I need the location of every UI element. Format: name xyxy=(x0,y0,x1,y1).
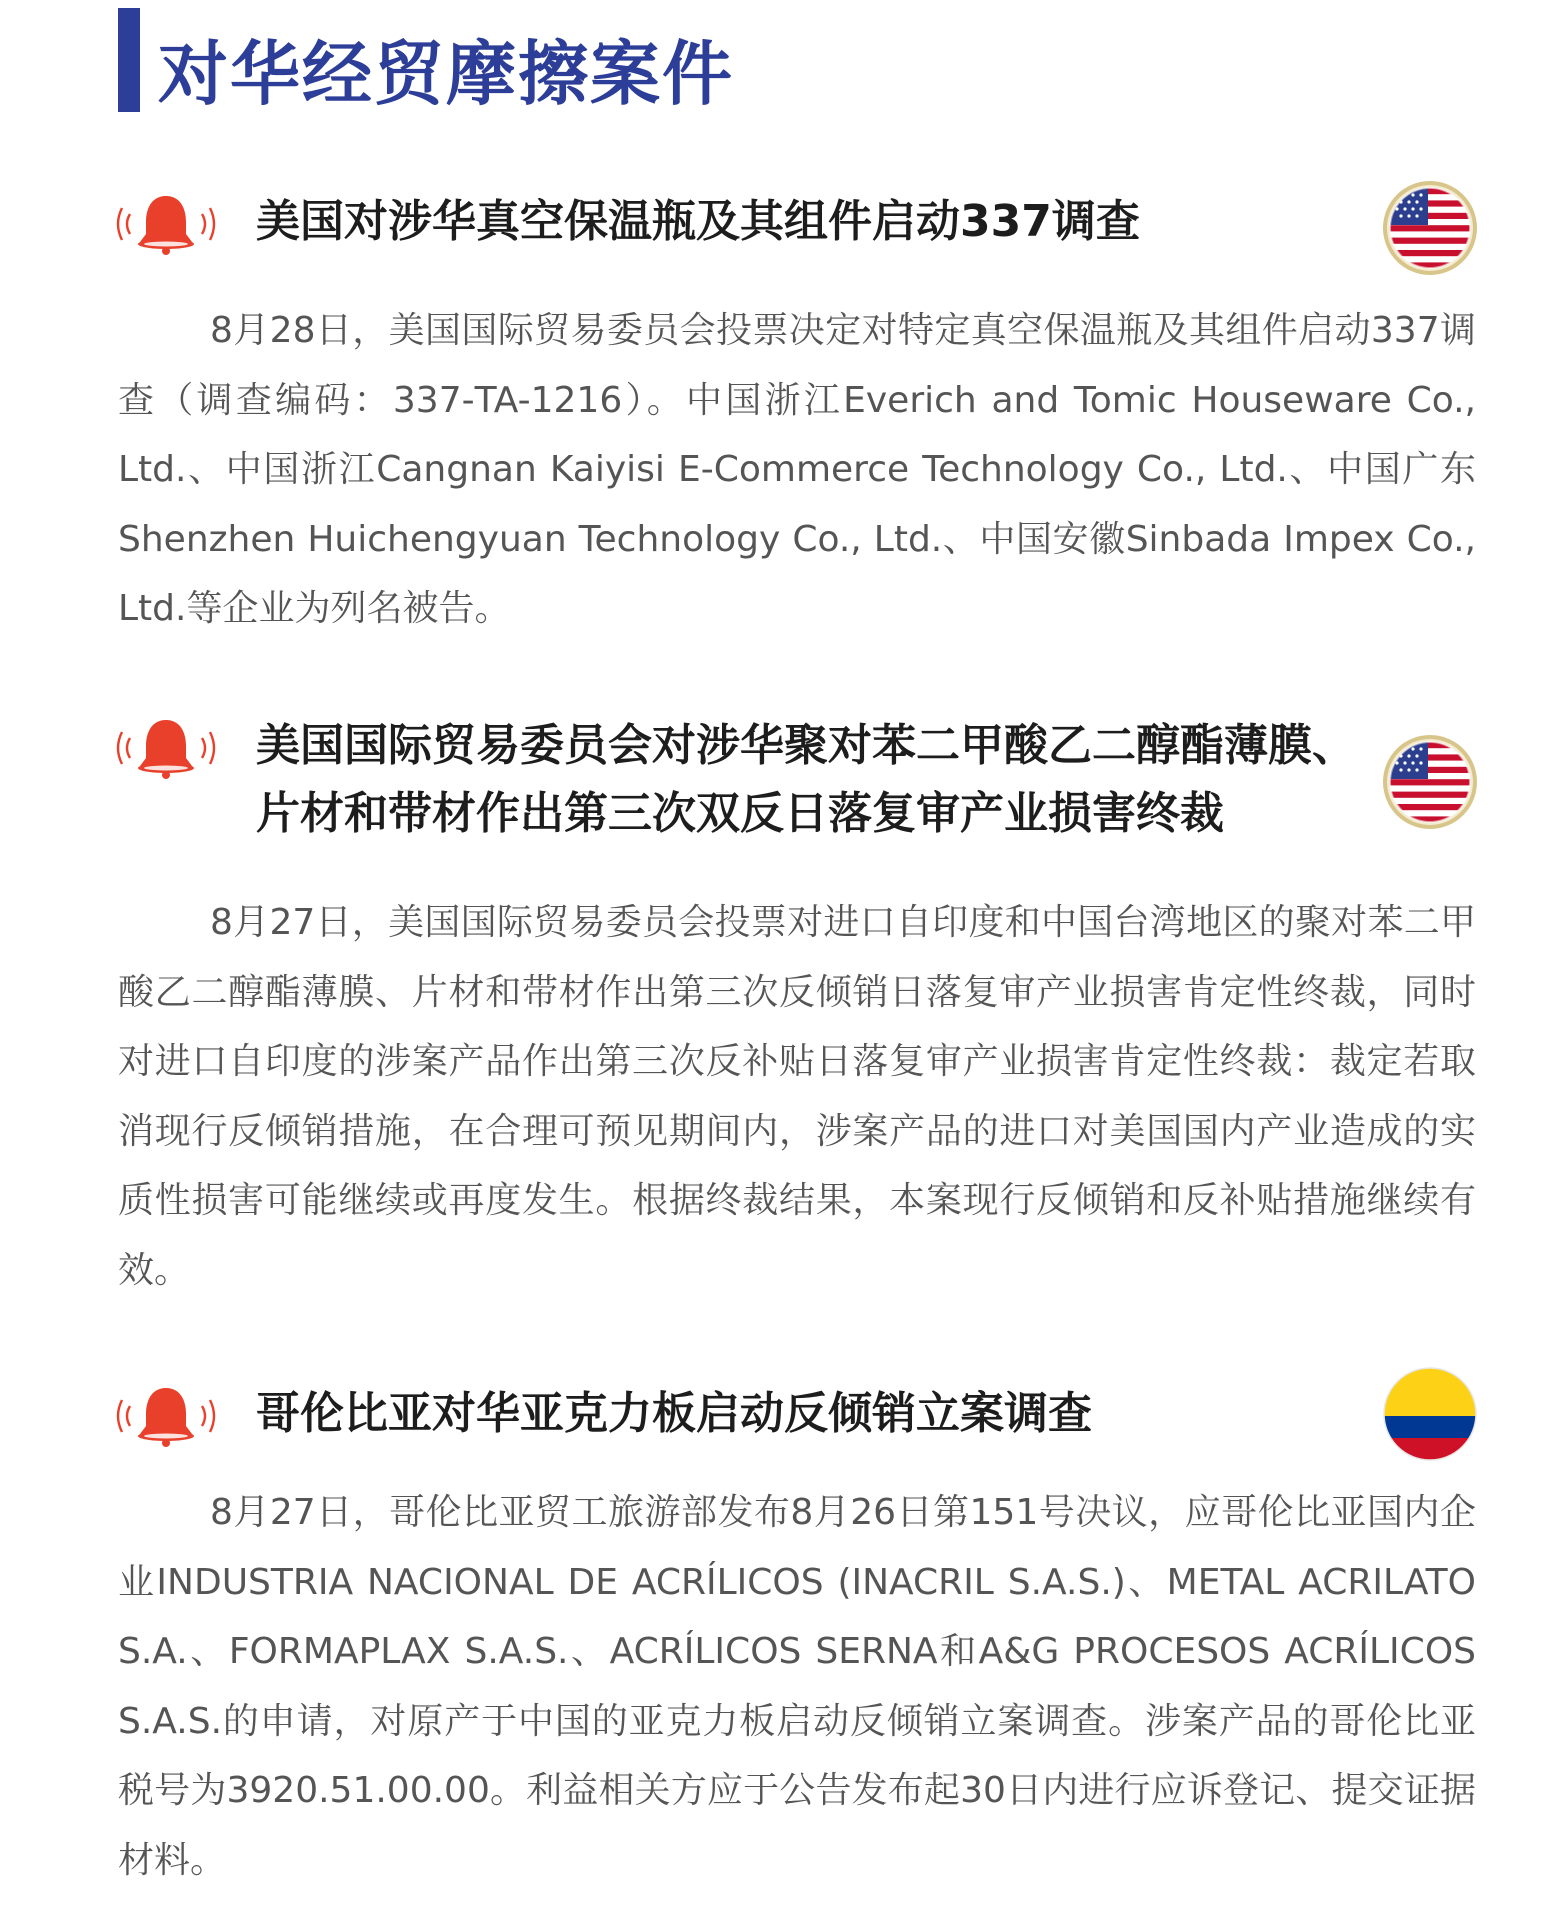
usa-flag-icon xyxy=(1382,734,1478,830)
section-accent-bar xyxy=(118,8,140,112)
article-title: 美国对涉华真空保温瓶及其组件启动337调查 xyxy=(256,196,1140,247)
article-body: 8月28日，美国国际贸易委员会投票决定对特定真空保温瓶及其组件启动337调查（调查编码：337-TA-1216）。中国浙江Everich and Tomic Houseware Co., Ltd.、中国浙江Cangnan Kaiyisi E-Commerce Technology Co., Ltd.、中国广东Shenzhen Huichengyuan Technology Co., Ltd.、中国安徽Sinbada Impex Co., Ltd.等企业为列名被告。 xyxy=(118,310,1476,629)
colombia-flag-icon xyxy=(1382,1366,1478,1462)
article-title: 美国国际贸易委员会对涉华聚对苯二甲酸乙二醇酯薄膜、片材和带材作出第三次双反日落复审产业损害终裁 xyxy=(256,720,1356,839)
usa-flag-icon xyxy=(1382,180,1478,276)
section-title: 对华经贸摩擦案件 xyxy=(158,33,734,115)
alarm-bell-icon xyxy=(116,192,216,256)
article-body: 8月27日，哥伦比亚贸工旅游部发布8月26日第151号决议，应哥伦比亚国内企业INDUSTRIA NACIONAL DE ACRÍLICOS (INACRIL S.A.S.)、METAL ACRILATO S.A.、FORMAPLAX S.A.S.、ACRÍLICOS SERNA和A&G PROCESOS ACRÍLICOS S.A.S.的申请，对原产于中国的亚克力板启动反倾销立案调查。涉案产品的哥伦比亚税号为3920.51.00.00。利益相关方应于公告发布起30日内进行应诉登记、提交证据材料。 xyxy=(118,1492,1476,1881)
alarm-bell-icon xyxy=(116,716,216,780)
alarm-bell-icon xyxy=(116,1384,216,1448)
article-title: 哥伦比亚对华亚克力板启动反倾销立案调查 xyxy=(256,1388,1092,1439)
article-body: 8月27日，美国国际贸易委员会投票对进口自印度和中国台湾地区的聚对苯二甲酸乙二醇酯薄膜、片材和带材作出第三次反倾销日落复审产业损害肯定性终裁，同时对进口自印度的涉案产品作出第三次反补贴日落复审产业损害肯定性终裁：裁定若取消现行反倾销措施，在合理可预见期间内，涉案产品的进口对美国国内产业造成的实质性损害可能继续或再度发生。根据终裁结果，本案现行反倾销和反补贴措施继续有效。 xyxy=(118,902,1476,1291)
